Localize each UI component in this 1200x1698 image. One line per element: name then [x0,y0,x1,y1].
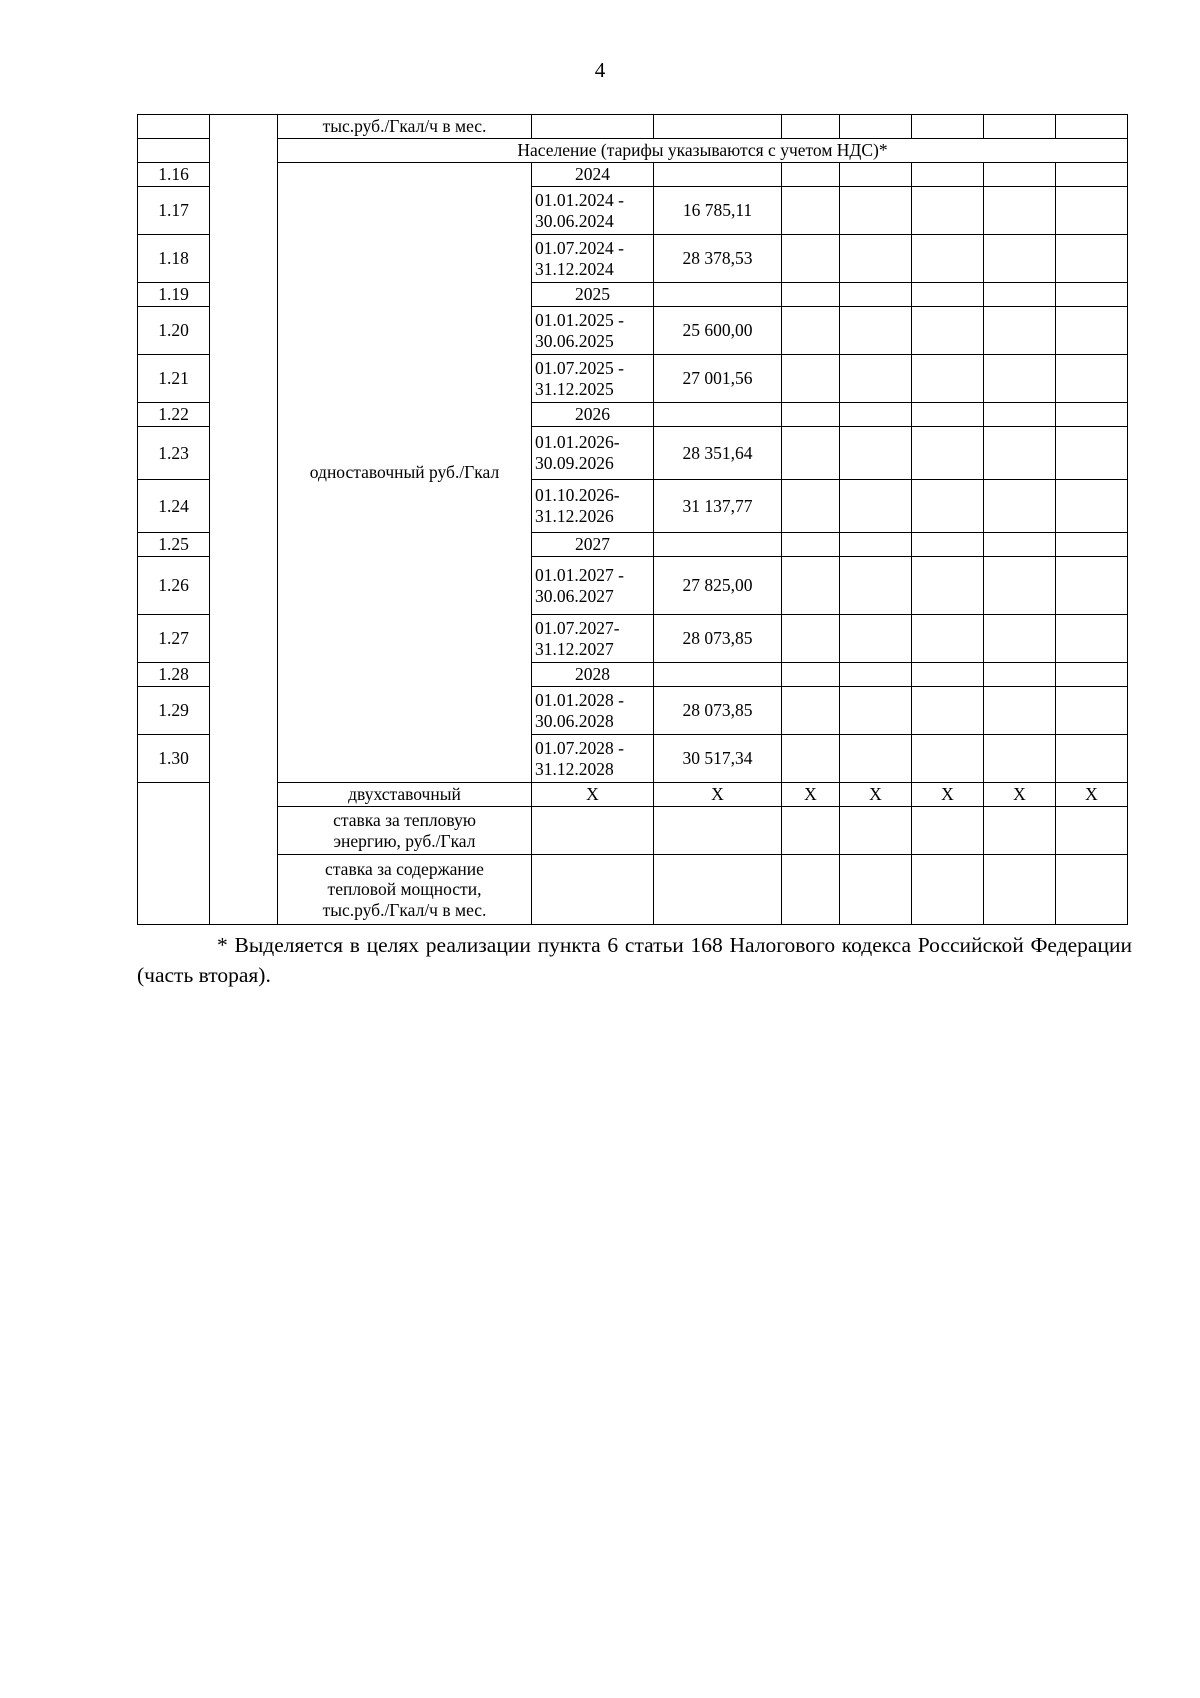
empty-cell [984,283,1056,307]
empty-cell [782,480,840,533]
table-cell [138,115,210,139]
x-mark: X [532,783,654,807]
empty-cell [532,807,654,855]
empty-cell [782,283,840,307]
row-number: 1.23 [138,427,210,480]
empty-cell [840,557,912,615]
empty-cell [654,807,782,855]
empty-cell [1056,403,1128,427]
tariff-value [654,403,782,427]
empty-cell [1056,355,1128,403]
tariff-value: 28 073,85 [654,687,782,735]
empty-cell [840,307,912,355]
row-number: 1.21 [138,355,210,403]
empty-cell [912,533,984,557]
row-number: 1.17 [138,187,210,235]
empty-cell [782,557,840,615]
empty-cell [782,533,840,557]
empty-cell [840,533,912,557]
period-cell: 2024 [532,163,654,187]
empty-cell [840,187,912,235]
row-number: 1.18 [138,235,210,283]
period-cell: 01.10.2026- 31.12.2026 [532,480,654,533]
tariff-value: 30 517,34 [654,735,782,783]
empty-cell [782,187,840,235]
table-row [138,807,1128,855]
empty-cell [912,687,984,735]
table-row [138,115,1128,139]
merged-cell [210,115,278,925]
empty-cell [840,283,912,307]
empty-cell [782,663,840,687]
empty-cell [984,403,1056,427]
row-number: 1.30 [138,735,210,783]
tariff-value [654,283,782,307]
period-cell: 01.01.2028 - 30.06.2028 [532,687,654,735]
tariff-value [654,163,782,187]
empty-cell [984,235,1056,283]
empty-cell [1056,807,1128,855]
row-number: 1.16 [138,163,210,187]
row-number: 1.24 [138,480,210,533]
empty-cell [1056,663,1128,687]
row-number: 1.19 [138,283,210,307]
period-cell: 01.01.2027 - 30.06.2027 [532,557,654,615]
row-number: 1.27 [138,615,210,663]
row-number: 1.28 [138,663,210,687]
empty-cell [912,615,984,663]
empty-cell [984,557,1056,615]
empty-cell [782,307,840,355]
empty-cell [1056,187,1128,235]
tariff-value: 31 137,77 [654,480,782,533]
x-mark: X [654,783,782,807]
empty-cell [1056,855,1128,925]
empty-cell [782,855,840,925]
empty-cell [782,163,840,187]
empty-cell [912,355,984,403]
empty-cell [912,807,984,855]
empty-cell [912,663,984,687]
heat-capacity-rate-label: ставка за содержание тепловой мощности, тыс.руб./Гкал/ч в мес. [278,855,532,925]
row-number: 1.26 [138,557,210,615]
empty-cell [1056,163,1128,187]
empty-cell [840,735,912,783]
period-cell: 2028 [532,663,654,687]
empty-cell [984,687,1056,735]
period-cell: 01.07.2028 - 31.12.2028 [532,735,654,783]
x-mark: X [840,783,912,807]
empty-cell [840,480,912,533]
tariff-value [654,533,782,557]
x-mark: X [782,783,840,807]
empty-cell [1056,557,1128,615]
tariff-value: 28 378,53 [654,235,782,283]
table-row [138,139,1128,163]
empty-cell [840,615,912,663]
empty-cell [912,735,984,783]
tariff-value: 16 785,11 [654,187,782,235]
tariff-value [654,663,782,687]
heat-energy-rate-label: ставка за тепловую энергию, руб./Гкал [278,807,532,855]
empty-cell [984,663,1056,687]
period-cell: 2026 [532,403,654,427]
tariff-table [137,114,1128,925]
empty-cell [782,807,840,855]
x-mark: X [1056,783,1128,807]
table-row [138,783,1128,807]
empty-cell [1056,615,1128,663]
empty-cell [1056,307,1128,355]
empty-cell [840,663,912,687]
period-cell: 01.01.2024 - 30.06.2024 [532,187,654,235]
period-cell: 2025 [532,283,654,307]
empty-cell [1056,480,1128,533]
tariff-value: 25 600,00 [654,307,782,355]
empty-cell [532,855,654,925]
row-number: 1.22 [138,403,210,427]
empty-cell [1056,283,1128,307]
empty-cell [782,735,840,783]
period-cell: 01.07.2025 - 31.12.2025 [532,355,654,403]
page-number: 4 [594,58,606,82]
empty-cell [840,427,912,480]
period-cell: 01.07.2027- 31.12.2027 [532,615,654,663]
tariff-value: 27 001,56 [654,355,782,403]
empty-cell [984,807,1056,855]
empty-cell [984,615,1056,663]
empty-cell [984,427,1056,480]
empty-cell [782,427,840,480]
two-rate-label: двухставочный [278,783,532,807]
empty-cell [840,855,912,925]
empty-cell [912,163,984,187]
row-number: 1.25 [138,533,210,557]
table-row [138,163,1128,187]
empty-cell [984,855,1056,925]
empty-cell [840,355,912,403]
empty-cell [782,615,840,663]
empty-cell [138,783,210,925]
empty-cell [782,687,840,735]
empty-cell [912,283,984,307]
empty-cell [984,187,1056,235]
empty-cell [912,187,984,235]
empty-cell [840,687,912,735]
empty-cell [840,403,912,427]
tariff-value: 28 351,64 [654,427,782,480]
period-cell: 01.07.2024 - 31.12.2024 [532,235,654,283]
empty-cell [912,855,984,925]
empty-cell [1056,427,1128,480]
period-cell: 01.01.2026- 30.09.2026 [532,427,654,480]
empty-cell [1056,735,1128,783]
empty-cell [912,307,984,355]
empty-cell [782,403,840,427]
table-row [138,855,1128,925]
tariff-value: 28 073,85 [654,615,782,663]
empty-cell [912,557,984,615]
tariff-table-body [138,115,1128,925]
empty-cell [912,403,984,427]
period-cell: 2027 [532,533,654,557]
empty-cell [984,307,1056,355]
empty-cell [782,235,840,283]
row-number: 1.20 [138,307,210,355]
footnote: * Выделяется в целях реализации пункта 6 статьи 168 Налогового кодекса Российской Федерации (часть вторая). [137,933,1132,987]
empty-cell [840,235,912,283]
empty-cell [840,807,912,855]
empty-cell [840,163,912,187]
empty-cell [984,533,1056,557]
empty-cell [1056,235,1128,283]
empty-cell [912,480,984,533]
capacity-unit-label: тыс.руб./Гкал/ч в мес. [278,115,532,139]
x-mark: X [912,783,984,807]
empty-cell [782,355,840,403]
empty-cell [654,855,782,925]
empty-cell [1056,533,1128,557]
empty-cell [912,235,984,283]
row-number: 1.29 [138,687,210,735]
tariff-value: 27 825,00 [654,557,782,615]
empty-cell [984,163,1056,187]
population-header: Население (тарифы указываются с учетом НДС)* [278,139,1128,163]
empty-cell [984,355,1056,403]
single-rate-label: одноставочный руб./Гкал [278,163,532,783]
empty-cell [984,735,1056,783]
empty-cell [912,427,984,480]
period-cell: 01.01.2025 - 30.06.2025 [532,307,654,355]
x-mark: X [984,783,1056,807]
empty-cell [984,480,1056,533]
empty-cell [1056,687,1128,735]
